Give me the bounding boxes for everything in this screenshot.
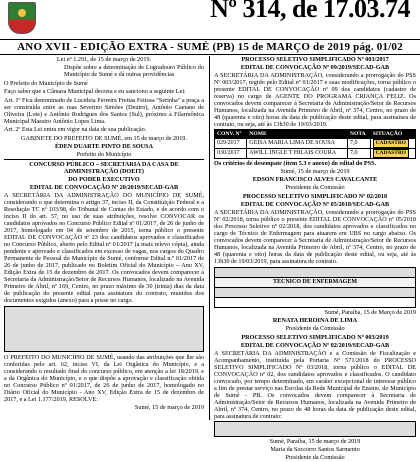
edition-title: ANO XVII - EDIÇÃO EXTRA - SUMÉ (PB) 15 de MARÇO de 2019 pág. 01/02 xyxy=(17,41,403,53)
convocation-table xyxy=(214,129,416,159)
table-cell xyxy=(370,149,415,159)
edital-heading: EDITAL DE CONVOCAÇÃO Nº 20/2019/SECAD-GAB xyxy=(29,184,179,191)
decree-body: O PREFEITO DO MUNICÍPIO DE SUMÉ, usando das atribuições que lhe são conferidas pelo art. 62, inciso VI, da Lei Orgânica do Município, e a considerando o resultado final do concurso público, em atenção a lei 18/2019, e a da Orgânica do Município, e o que dispõe a aprovação e classificação obtida no Concurso Público nº 01/2017, de 26 de junho de 2017, homologado no Diário Oficial do Município - Ano XV, Edição Extra de 15 de dezembro de 2017, e a Lei 1.177/2019, RESOLVE: xyxy=(4,354,204,403)
signer-name: RENATA HEROINA DE LIMA xyxy=(272,317,358,324)
proc2-title: PROCESSO SELETIVO SIMPLIFICADO Nº 02/2018 xyxy=(242,193,388,200)
edital1-title: EDITAL DE CONVOCAÇÃO Nº 09/2019/SECAD-GAB xyxy=(240,64,390,71)
teachers-table-image xyxy=(214,421,416,437)
table-row xyxy=(215,268,415,278)
convocation-table-image xyxy=(4,306,204,352)
table-cell: AWILL INGLE T HILAIS COURA xyxy=(247,149,348,159)
status-badge: CADASTRO xyxy=(373,149,409,158)
table-row xyxy=(215,139,416,149)
col-header: CONV. Nº xyxy=(215,130,247,139)
promulgation-text: Faço saber que a Câmara Municipal decreta e eu sanciono a seguinte Lei: xyxy=(4,88,186,95)
right-column xyxy=(214,56,416,462)
law-number: Lei nº 1.291, de 15 de março de 2019. xyxy=(56,56,152,63)
issue-number: Nº 314, de 17.03.74 xyxy=(210,0,410,23)
table-cell: GEISA MARIA LIMA DE SOUSA xyxy=(247,139,348,149)
proc1-title: PROCESSO SELETIVO SIMPLIFICADO Nº 003/2017 xyxy=(241,56,389,63)
divider xyxy=(0,54,420,55)
law-summary: Dispõe sobre a denominação de Logradouro Público do Município de Sumé e dá outras providências xyxy=(64,64,204,78)
divider xyxy=(4,159,204,160)
table-heading: TÉCNICO DE ENFERMAGEM xyxy=(215,278,415,288)
status-badge: CADASTRO xyxy=(373,139,409,148)
table-note: Os critérios de desempate (item 5.3 e anexo) do edital do PSS. xyxy=(214,160,377,167)
nursing-table xyxy=(214,267,416,308)
masthead xyxy=(0,0,420,40)
article-2: Art. 2º Esta Lei entra em vigor na data de sua publicação. xyxy=(4,126,147,133)
proc3-title: PROCESSO SELETIVO SIMPLIFICADO Nº 003/2019 xyxy=(241,334,389,341)
left-column xyxy=(4,56,204,412)
edital-body: A SECRETÁRIA DA ADMINISTRAÇÃO DO MUNICÍPIO DE SUMÉ, considerando o que determina o artigo 37, inciso II, da Constituição Federal e a Resolução TC nº 103/98, do Tribunal de Contas do Estado, e de acordo com o inciso II do art. 57, no uso de suas atribuições, resolve CONVOCAR os candidatos aprovados no Concurso Público Edital nº 01/2017, de 26 de junho de 2017, homologado em 04 de setembro de 2015, torna público o presente EDITAL DE CONVOCAÇÃO nº 23 dos candidatos aprovados e classificados no Concurso Público, aberto pelo Edital nº 01/2017 (a mais relevo cópia), ainda pendente e aprovado e classificados em excesso de vagas, nos cargos do Quadro Permanente de Pessoal do Município de Sumé, conforme Edital n.º 01/2017 de 26 de junho de 2017, publicado no Boletim Oficial do Município – Ano XV, Edição Extra de 15 de dezembro de 2017. Os convocados devem comparecer à Secretaria da Administração/Setor de Recursos Humanos, localizado na Avenida Primeiro de Abril, nº 169, Centro, no prazo máximo de 30 (trinta) dias da data de publicação do presente edital para assinatura do contrato, munidos dos documentos exigidos (anexo) para a posse no cargo. xyxy=(4,192,204,304)
signer-role: Presidente da Comissão xyxy=(285,325,345,332)
table-cell xyxy=(370,139,415,149)
signer-role: Presidente da Comissão xyxy=(285,184,345,191)
table-row xyxy=(215,288,415,298)
date-line: Sumé, Paraíba, 15 de Março de 2019 xyxy=(324,309,416,316)
municipal-crest-icon xyxy=(8,2,36,34)
date-line: Sumé, 15 de março de 2019 xyxy=(280,168,350,175)
table-row xyxy=(215,149,416,159)
edital3-title: EDITAL DE CONVOCAÇÃO Nº 02/2019/SECAD-GAB xyxy=(240,342,390,349)
gabinete-line: GABINETE DO PREFEITO DE SUMÉ, em 15 de março de 2019. xyxy=(21,135,187,142)
poder-heading: DO PODER EXECUTIVO xyxy=(68,176,140,183)
signer-role: Presidente da Comissão xyxy=(285,454,345,461)
edital3-body: A SECRETÁRIA DA ADMINISTRAÇÃO e a Comissão de Fiscalização e Acompanhamento, instituída pela Portaria Nº 571/2018 do PROCESSO SELETIVO SIMPLIFICADO Nº 03/2018, torna público o EDITAL DE CONVOCAÇÃO nº 02, dos candidatos aprovados e classificados. O candidato convocado, por tempo determinado, em caráter excepcional de interesse público a fim de prestar serviço nas Escolas da Rede Municipal de Ensino, do Município de Sumé - PB. Os convocados devem comparecer à Secretaria de Administração/Setor de Recursos Humanos, localizada na Avenida Primeiro de Abril, nº 374, Centro, no prazo de 48 horas da data de publicação deste edital, para assinatura de contrato: xyxy=(214,350,416,420)
signer-name: ÉDEN DUARTE PINTO DE SOUSA xyxy=(55,143,153,150)
edital2-body: A SECRETÁRIA DA ADMINISTRAÇÃO, considerando a prorrogação do PSS Nº 02/2018, torna público o presente EDITAL DE CONVOCAÇÃO nº 05/2018 dos Processo Seletivo nº 02/2018, dos candidatos aprovados e classificados no cargo de Técnico de Enfermagem para atuarem em UBS no cargo abaixo. Os convocados devem comparecer à Secretaria de Administração/Setor de Recursos Humanos, localizada na Avenida Primeiro de Abril, nº 374, Centro, no prazo de 48 (quarenta e oito) horas da data de publicação deste edital, ou seja, até às 13h30 de 19/03/2019, para assinatura de contrato. xyxy=(214,209,416,265)
date-line: Sumé, Paraíba, 15 de março de 2019 xyxy=(269,438,361,445)
column-divider xyxy=(209,56,210,420)
signer-role: Prefeito do Município xyxy=(76,151,132,158)
table-cell: 7,0 xyxy=(347,139,370,149)
edital1-body: A SECRETÁRIA DA ADMINISTRAÇÃO, considerando a prorrogação do PSS Nº 003/2017, regido pelo Edital nº 01/2017 e suas modificações, torna público o presente EDITAL DE CONVOCAÇÃO nº 09 dos candidatos (cadastro de reserva) no cargo de AGENTE DO PROGRAMA CRIANÇA FELIZ. Os convocados devem comparecer à Secretaria de Administração/Setor de Recursos Humanos, localizada na Avenida Primeiro de Abril, nº 374, Centro, no prazo de 48 (quarenta e oito) horas da data de publicação deste edital, para assinatura de contrato, ou seja, até às 13h30 de 19/03/2019. xyxy=(214,72,416,128)
concurso-heading: CONCURSO PÚBLICO – SECRETARIA DA CASA DE ADMINISTRAÇÃO (DOEIT) xyxy=(29,161,179,175)
table-cell: 030/2017 xyxy=(215,149,247,159)
mayor-line: O Prefeito do Município de Sumé xyxy=(4,80,88,87)
col-header: NOTA xyxy=(347,130,370,139)
article-1: Art. 1º Fica denominado de Lucideia Ferreira Freitas Feitosa "Serinha" a praça a ser construída entre as ruas Severino Simões (Deutro), Antônio Caetano de Oliveira (Lote) e Antônio Rodrigues dos Santos (Sul), próximo à Filarmônica Municipal Maestro Antônio Lopes Lima. xyxy=(4,97,204,125)
table-header-row xyxy=(215,130,416,139)
signer-name: EDSON FRANCISCO ALVES CAVALCANTE xyxy=(252,176,378,183)
col-header: NOME xyxy=(247,130,348,139)
edital2-title: EDITAL DE CONVOCAÇÃO Nº 05/2018/SECAD-GAB xyxy=(240,201,390,208)
left-date-footer: Sumé, 15 de março de 2019 xyxy=(134,404,204,411)
table-row xyxy=(215,298,415,307)
col-header: SITUAÇÃO xyxy=(370,130,415,139)
signer-name: Maria da Soccorro Santos Sarmento xyxy=(270,446,360,453)
table-cell: 029/2017 xyxy=(215,139,247,149)
table-cell: 7,0 xyxy=(347,149,370,159)
